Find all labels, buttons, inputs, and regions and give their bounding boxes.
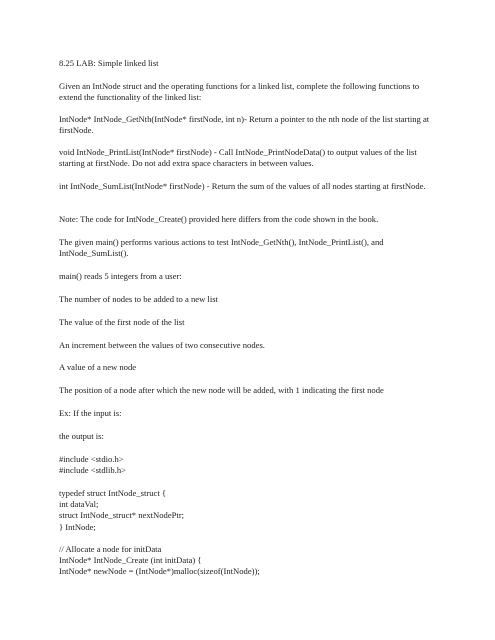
- code-line: typedef struct IntNode_struct {: [59, 488, 166, 498]
- code-line: IntNode* newNode = (IntNode*)malloc(sizeof(IntNode));: [59, 566, 260, 577]
- code-block-struct: [59, 488, 441, 533]
- paragraph-main-tests: The given main() performs various actions to test IntNode_GetNth(), IntNode_PrintList(), and IntNode_SumList().: [59, 237, 384, 259]
- paragraph-note: Note: The code for IntNode_Create() provided here differs from the code shown in the book.: [59, 214, 379, 224]
- paragraph-input-new-value: A value of a new node: [59, 362, 137, 372]
- paragraph-input-position: The position of a node after which the new node will be added, with 1 indicating the first node: [59, 385, 384, 395]
- code-line: struct IntNode_struct* nextNodePtr;: [59, 510, 185, 521]
- paragraph-input-count: The number of nodes to be added to a new list: [59, 294, 218, 304]
- code-line: #include <stdlib.h>: [59, 465, 126, 476]
- paragraph-sumlist: int IntNode_SumList(IntNode* firstNode) - Return the sum of the values of all nodes starting at firstNode.: [59, 181, 426, 191]
- code-block-includes: [59, 454, 441, 476]
- code-line: #include <stdio.h>: [59, 454, 124, 464]
- paragraph-example-output: the output is:: [59, 431, 104, 441]
- paragraph-input-increment: An increment between the values of two consecutive nodes.: [59, 340, 265, 350]
- code-block-create: [59, 544, 441, 578]
- paragraph-main-reads: main() reads 5 integers from a user:: [59, 271, 182, 281]
- paragraph-printlist: void IntNode_PrintList(IntNode* firstNode) - Call IntNode_PrintNodeData() to output values of the list starting at firstNode. Do not add extra space characters in between values.: [59, 147, 417, 169]
- code-line: int dataVal;: [59, 499, 99, 510]
- paragraph-example-input: Ex: If the input is:: [59, 408, 122, 418]
- paragraph-getnth: IntNode* IntNode_GetNth(IntNode* firstNode, int n)- Return a pointer to the nth node of the list starting at firstNode.: [59, 114, 430, 136]
- document-title: 8.25 LAB: Simple linked list: [59, 58, 159, 68]
- paragraph-input-first: The value of the first node of the list: [59, 317, 185, 327]
- paragraph-intro: Given an IntNode struct and the operating functions for a linked list, complete the following functions to extend the functionality of the linked list:: [59, 81, 420, 103]
- code-line: } IntNode;: [59, 521, 96, 532]
- code-line: IntNode* IntNode_Create (int initData) {: [59, 555, 202, 566]
- code-line: // Allocate a node for initData: [59, 544, 162, 554]
